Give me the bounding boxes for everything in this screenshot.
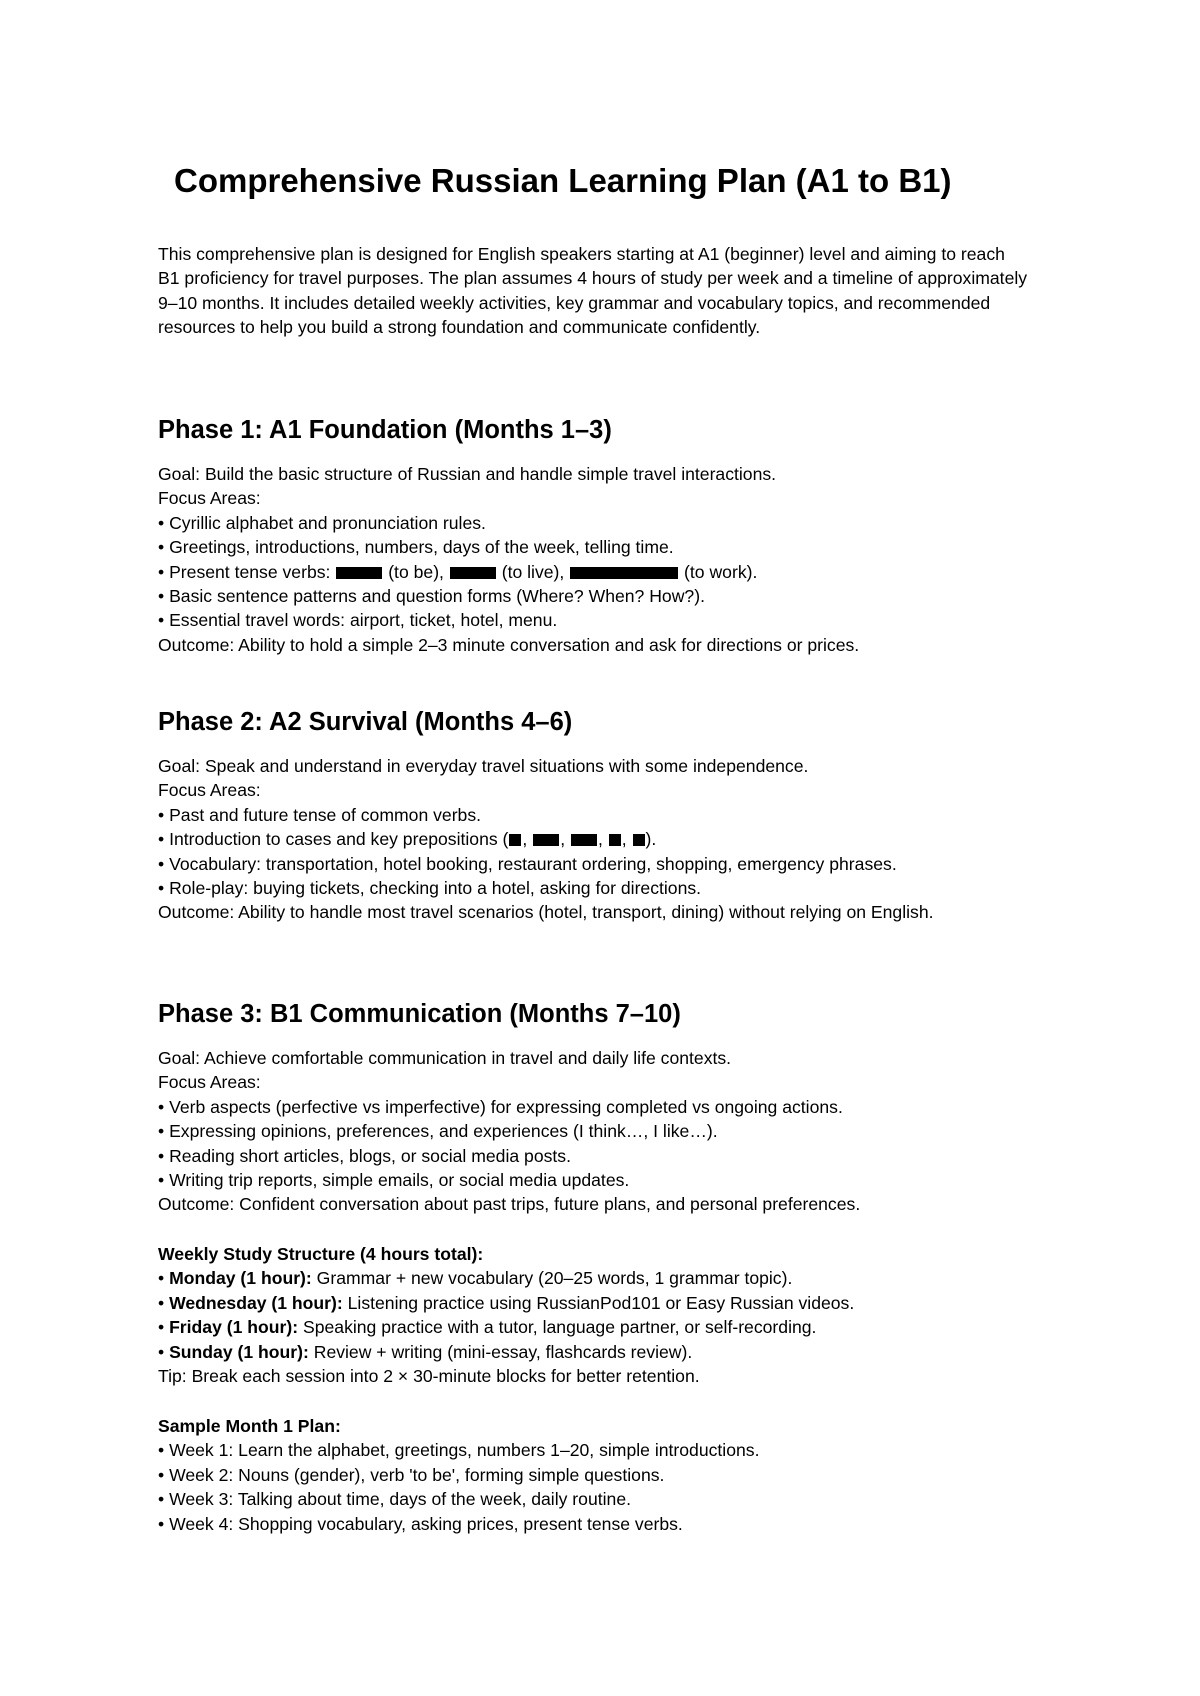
list-item: • Cyrillic alphabet and pronunciation rules. xyxy=(158,511,1038,535)
day-text: Listening practice using RussianPod101 or Easy Russian videos. xyxy=(342,1292,855,1313)
weekly-structure-heading: Weekly Study Structure (4 hours total): xyxy=(158,1244,484,1264)
verb-live-gloss: (to live), xyxy=(496,561,570,582)
phase-2-outcome: Outcome: Ability to handle most travel scenarios (hotel, transport, dining) without relying on English. xyxy=(158,902,934,923)
list-item: • Expressing opinions, preferences, and experiences (I think…, I like…). xyxy=(158,1119,1038,1143)
phase-1-outcome: Outcome: Ability to hold a simple 2–3 minute conversation and ask for directions or prices. xyxy=(158,634,860,655)
list-item: • Week 3: Talking about time, days of the week, daily routine. xyxy=(158,1487,1038,1511)
phase-1-section xyxy=(158,412,1038,657)
day-label: Monday (1 hour): xyxy=(169,1268,312,1289)
list-item: • Greetings, introductions, numbers, days of the week, telling time. xyxy=(158,535,1038,559)
phase-2-heading: Phase 2: A2 Survival (Months 4–6) xyxy=(158,708,573,736)
phase-3-focus-label: Focus Areas: xyxy=(158,1072,261,1093)
verb-be-gloss: (to be), xyxy=(383,561,449,582)
phase-3-goal: Goal: Achieve comfortable communication in travel and daily life contexts. xyxy=(158,1048,732,1068)
phase-2-focus-label: Focus Areas: xyxy=(158,780,261,801)
list-item: • Basic sentence patterns and question forms (Where? When? How?). xyxy=(158,584,1038,608)
list-item: • Reading short articles, blogs, or social media posts. xyxy=(158,1144,1038,1168)
sample-month-section xyxy=(158,1414,1038,1536)
intro-paragraph: This comprehensive plan is designed for English speakers starting at A1 (beginner) level and aiming to reach B1 proficiency for travel purposes. The plan assumes 4 hours of study per week and a timeline of approximately 9–10 months. It includes detailed weekly activities, key grammar and vocabulary topics, and recommended resources to help you build a strong foundation and communicate confidently. xyxy=(158,244,1028,338)
redacted-glyphs xyxy=(571,834,597,846)
redacted-glyphs xyxy=(533,834,559,846)
phase-1-heading: Phase 1: A1 Foundation (Months 1–3) xyxy=(158,416,612,444)
list-item-wednesday xyxy=(158,1291,1038,1315)
redacted-glyphs xyxy=(336,567,382,579)
redacted-glyphs xyxy=(509,834,521,846)
day-text: Speaking practice with a tutor, language partner, or self-recording. xyxy=(298,1317,817,1338)
redacted-glyphs xyxy=(609,834,621,846)
separator: , xyxy=(522,829,533,850)
list-item-verbs xyxy=(158,560,1038,584)
list-item-cases xyxy=(158,827,1038,851)
phase-3-section xyxy=(158,996,1038,1217)
cases-suffix: ). xyxy=(645,829,657,850)
day-label: Wednesday (1 hour): xyxy=(169,1292,343,1313)
day-text: Grammar + new vocabulary (20–25 words, 1 grammar topic). xyxy=(311,1268,793,1289)
cases-prefix: Introduction to cases and key prepositions ( xyxy=(169,829,509,850)
list-item: • Verb aspects (perfective vs imperfective) for expressing completed vs ongoing actions. xyxy=(158,1095,1038,1119)
day-label: Friday (1 hour): xyxy=(169,1317,299,1338)
day-label: Sunday (1 hour): xyxy=(169,1341,309,1362)
day-text: Review + writing (mini-essay, flashcards review). xyxy=(308,1341,693,1362)
weekly-structure-section xyxy=(158,1242,1038,1388)
list-item: • Essential travel words: airport, ticket, hotel, menu. xyxy=(158,608,1038,632)
phase-1-goal: Goal: Build the basic structure of Russian and handle simple travel interactions. xyxy=(158,464,777,484)
separator: , xyxy=(597,829,608,850)
separator: , xyxy=(621,829,632,850)
list-item: • Writing trip reports, simple emails, or social media updates. xyxy=(158,1168,1038,1192)
verb-work-gloss: (to work). xyxy=(679,561,758,582)
phase-3-outcome: Outcome: Confident conversation about past trips, future plans, and personal preferences. xyxy=(158,1194,861,1215)
list-item: • Past and future tense of common verbs. xyxy=(158,803,1038,827)
list-item: • Week 4: Shopping vocabulary, asking prices, present tense verbs. xyxy=(158,1512,1038,1536)
list-item-monday xyxy=(158,1266,1038,1290)
phase-2-section xyxy=(158,704,1038,925)
list-item: • Week 1: Learn the alphabet, greetings, numbers 1–20, simple introductions. xyxy=(158,1438,1038,1462)
redacted-glyphs xyxy=(633,834,645,846)
document-title: Comprehensive Russian Learning Plan (A1 to B1) xyxy=(174,162,952,199)
sample-month-heading: Sample Month 1 Plan: xyxy=(158,1416,341,1436)
redacted-glyphs xyxy=(570,567,678,579)
weekly-tip: Tip: Break each session into 2 × 30-minute blocks for better retention. xyxy=(158,1366,700,1387)
list-item: • Role-play: buying tickets, checking into a hotel, asking for directions. xyxy=(158,876,1038,900)
redacted-glyphs xyxy=(450,567,496,579)
verbs-prefix: Present tense verbs: xyxy=(169,561,336,582)
list-item: • Week 2: Nouns (gender), verb 'to be', forming simple questions. xyxy=(158,1463,1038,1487)
separator: , xyxy=(560,829,570,850)
phase-1-focus-label: Focus Areas: xyxy=(158,488,261,509)
list-item-sunday xyxy=(158,1340,1038,1364)
list-item-friday xyxy=(158,1315,1038,1339)
list-item: • Vocabulary: transportation, hotel booking, restaurant ordering, shopping, emergency phrases. xyxy=(158,852,1038,876)
phase-3-heading: Phase 3: B1 Communication (Months 7–10) xyxy=(158,1000,681,1028)
phase-2-goal: Goal: Speak and understand in everyday travel situations with some independence. xyxy=(158,756,809,776)
